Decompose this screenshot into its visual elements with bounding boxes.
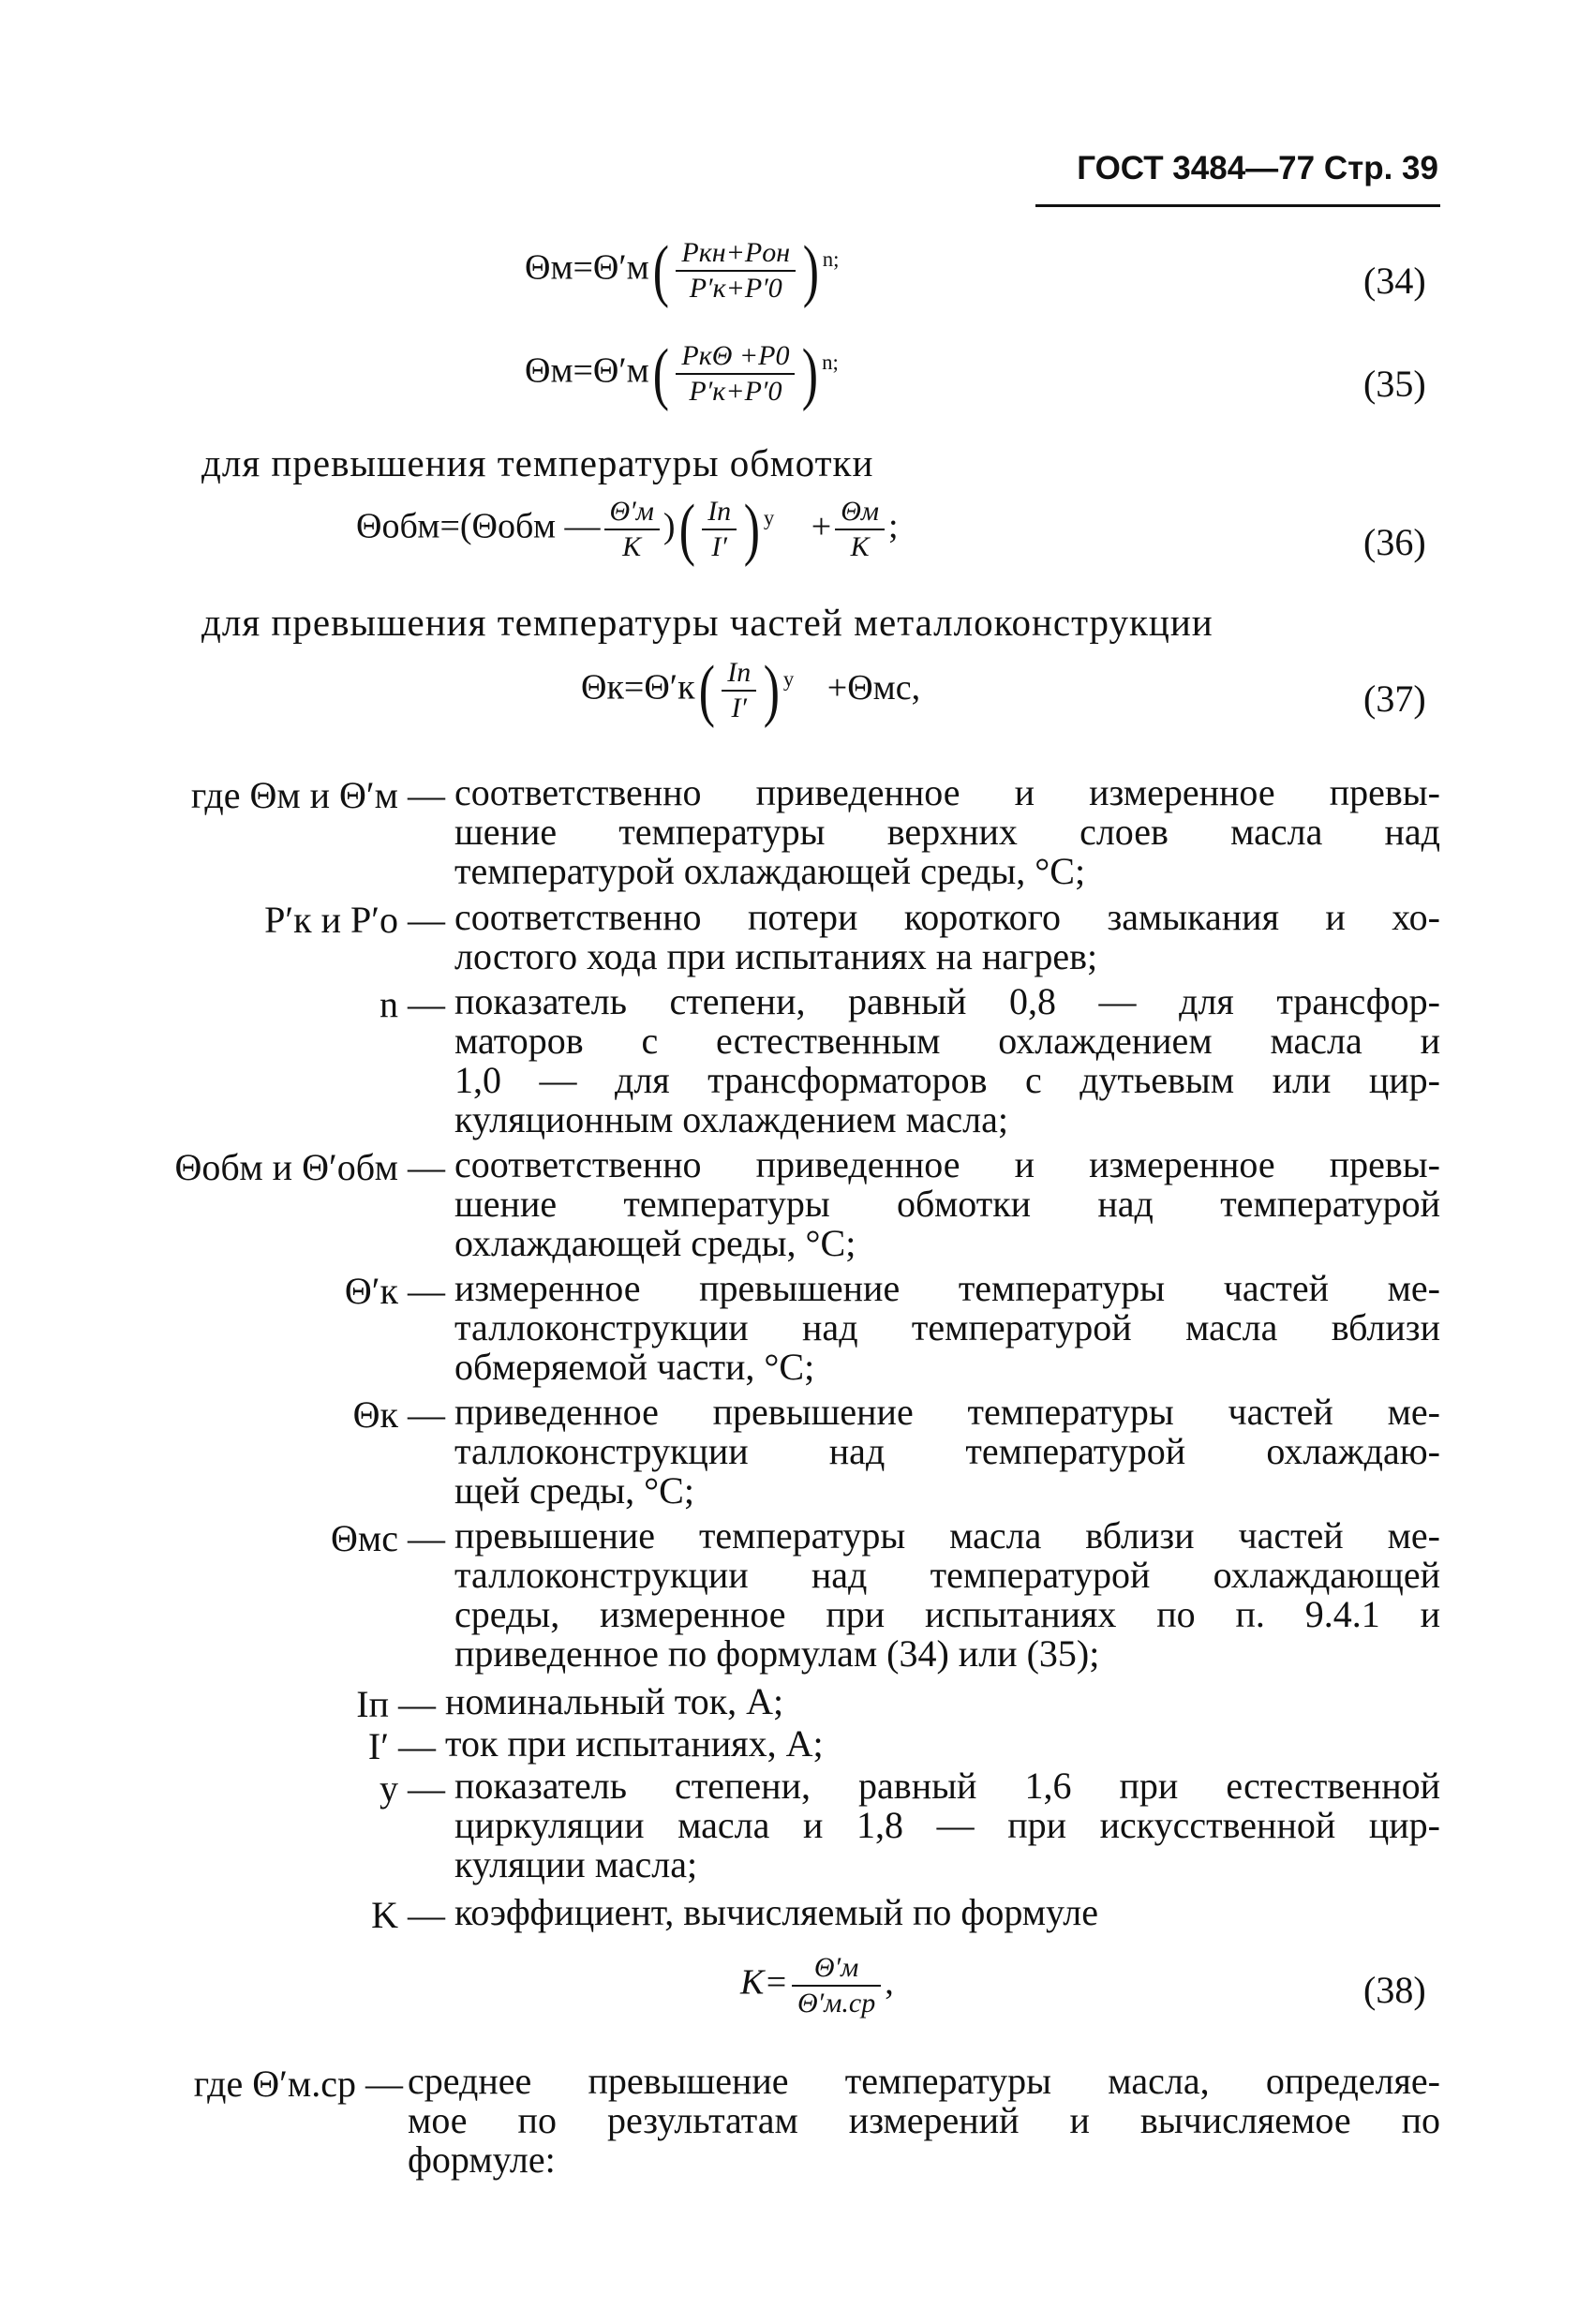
formula-36-f2den: I′ bbox=[711, 531, 727, 562]
def-symbol: K — bbox=[371, 1894, 445, 1936]
formula-35-num: PкΘ +P0 bbox=[676, 339, 795, 375]
def-text: приведенное превышение температуры частей ме- таллоконструкции над температурой охлаждаю- щей среды, °С; bbox=[454, 1391, 1440, 1512]
final-def-text: среднее превышение температуры масла, определяе- мое по результатам измерений и вычисляемое по формуле: bbox=[408, 2060, 1440, 2181]
formula-34-den: P′к+P′0 bbox=[689, 273, 782, 304]
eq-number-36: (36) bbox=[1363, 521, 1426, 563]
intro-winding: для превышения температуры обмотки bbox=[201, 441, 874, 484]
formula-38-num: Θ′м bbox=[792, 1951, 881, 1987]
header-rule bbox=[1035, 204, 1440, 207]
def-symbol: P′к и P′о — bbox=[264, 899, 445, 941]
formula-36-f1den: K bbox=[622, 531, 642, 562]
def-symbol: Θк — bbox=[352, 1393, 445, 1436]
formula-36-pow: y bbox=[763, 506, 775, 530]
def-symbol: y — bbox=[380, 1767, 445, 1810]
formula-38-lhs: K= bbox=[740, 1962, 788, 2003]
formula-34-pow: n; bbox=[822, 247, 840, 272]
formula-34: Θм=Θ′м( $\frac{\text{Pкн+Pон}}{P'к+P'0}$ ) $^{n;}$ bbox=[525, 232, 840, 309]
formula-37-pow: y bbox=[782, 667, 795, 692]
formula-36-tail: ; bbox=[888, 506, 899, 546]
def-text: соответственно потери короткого замыкания и хо- лостого хода при испытаниях на нагрев; bbox=[454, 896, 1440, 977]
eq-number-34: (34) bbox=[1363, 260, 1426, 302]
formula-38-tail: , bbox=[885, 1962, 894, 2003]
final-def-symbol: где Θ′м.ср — bbox=[193, 2063, 403, 2105]
def-text: показатель степени, равный 0,8 — для трансфор- маторов с естественным охлаждением масла и 1,0 — для трансформаторов с дутьевым или цир- куляционным охлаждением масла; bbox=[454, 980, 1440, 1140]
def-symbol: Θмс — bbox=[331, 1517, 445, 1559]
def-text: номинальный ток, А; bbox=[445, 1680, 784, 1722]
def-symbol: Iп — bbox=[356, 1683, 436, 1725]
formula-35-pow: n; bbox=[822, 350, 839, 375]
page-header: ГОСТ 3484—77 Стр. 39 bbox=[1077, 150, 1438, 186]
formula-37: Θк=Θ′к( $\frac{Iп}{I'}$ ) $^y$ +Θмс, bbox=[581, 652, 921, 729]
eq-number-38: (38) bbox=[1363, 1969, 1426, 2011]
def-text: измеренное превышение температуры частей ме- таллоконструкции над температурой масла вблизи обмеряемой части, °С; bbox=[454, 1267, 1440, 1388]
def-text: ток при испытаниях, А; bbox=[445, 1722, 824, 1765]
formula-35: Θм=Θ′м( $\frac{\text{PкΘ +P0}}{P'к+P'0}$ ) $^{n;}$ bbox=[525, 335, 839, 412]
formula-34-num: Pкн+Pон bbox=[676, 236, 796, 272]
def-symbol: I′ — bbox=[367, 1725, 436, 1767]
def-symbol: Θ′к — bbox=[344, 1270, 445, 1312]
def-text: показатель степени, равный 1,6 при естественной циркуляции масла и 1,8 — при искусственной цир- куляции масла; bbox=[454, 1765, 1440, 1885]
formula-34-lhs: Θм=Θ′м bbox=[525, 247, 649, 288]
formula-37-tail: +Θмс, bbox=[826, 667, 921, 708]
formula-36-f1num: Θ′м bbox=[604, 495, 660, 530]
formula-38-den: Θ′м.ср bbox=[797, 1988, 876, 2019]
formula-37-num: Iп bbox=[722, 656, 756, 692]
def-text: соответственно приведенное и измеренное превы- шение температуры верхних слоев масла над температурой охлаждающей среды, °С; bbox=[454, 771, 1440, 892]
formula-36-plus: + bbox=[811, 506, 832, 546]
formula-35-den: P′к+P′0 bbox=[689, 376, 782, 407]
formula-36-mid: ) bbox=[663, 506, 676, 546]
formula-38 bbox=[740, 1951, 894, 2020]
def-symbol: Θобм и Θ′обм — bbox=[174, 1146, 445, 1188]
formula-36-f3num: Θм bbox=[835, 495, 885, 530]
eq-number-35: (35) bbox=[1363, 363, 1426, 405]
formula-36-f3den: K bbox=[850, 531, 870, 562]
def-text: соответственно приведенное и измеренное превы- шение температуры обмотки над температурой охлаждающей среды, °С; bbox=[454, 1143, 1440, 1264]
formula-37-lhs: Θк=Θ′к bbox=[581, 667, 695, 708]
formula-36-lhs: Θобм=(Θобм — bbox=[356, 506, 601, 546]
def-text: превышение температуры масла вблизи частей ме- таллоконструкции над температурой охлаждающей среды, измеренное при испытаниях по п. 9.4.1 и приведенное по формулам (34) или (35); bbox=[454, 1514, 1440, 1675]
def-text: коэффициент, вычисляемый по формуле bbox=[454, 1891, 1099, 1933]
def-symbol: n — bbox=[380, 983, 445, 1025]
formula-36: Θобм=(Θобм — $\frac{\Theta'м}{K}$ )( $\frac{Iп}{I'}$ ) $^y$ + $\frac{\Theta м}{K}$ ; bbox=[356, 491, 899, 568]
eq-number-37: (37) bbox=[1363, 678, 1426, 720]
formula-36-f2num: Iп bbox=[702, 495, 737, 530]
def-symbol: где Θм и Θ′м — bbox=[190, 774, 445, 816]
formula-37-den: I′ bbox=[731, 693, 747, 723]
formula-35-lhs: Θм=Θ′м bbox=[525, 350, 649, 391]
intro-structure: для превышения температуры частей металлоконструкции bbox=[201, 601, 1213, 644]
